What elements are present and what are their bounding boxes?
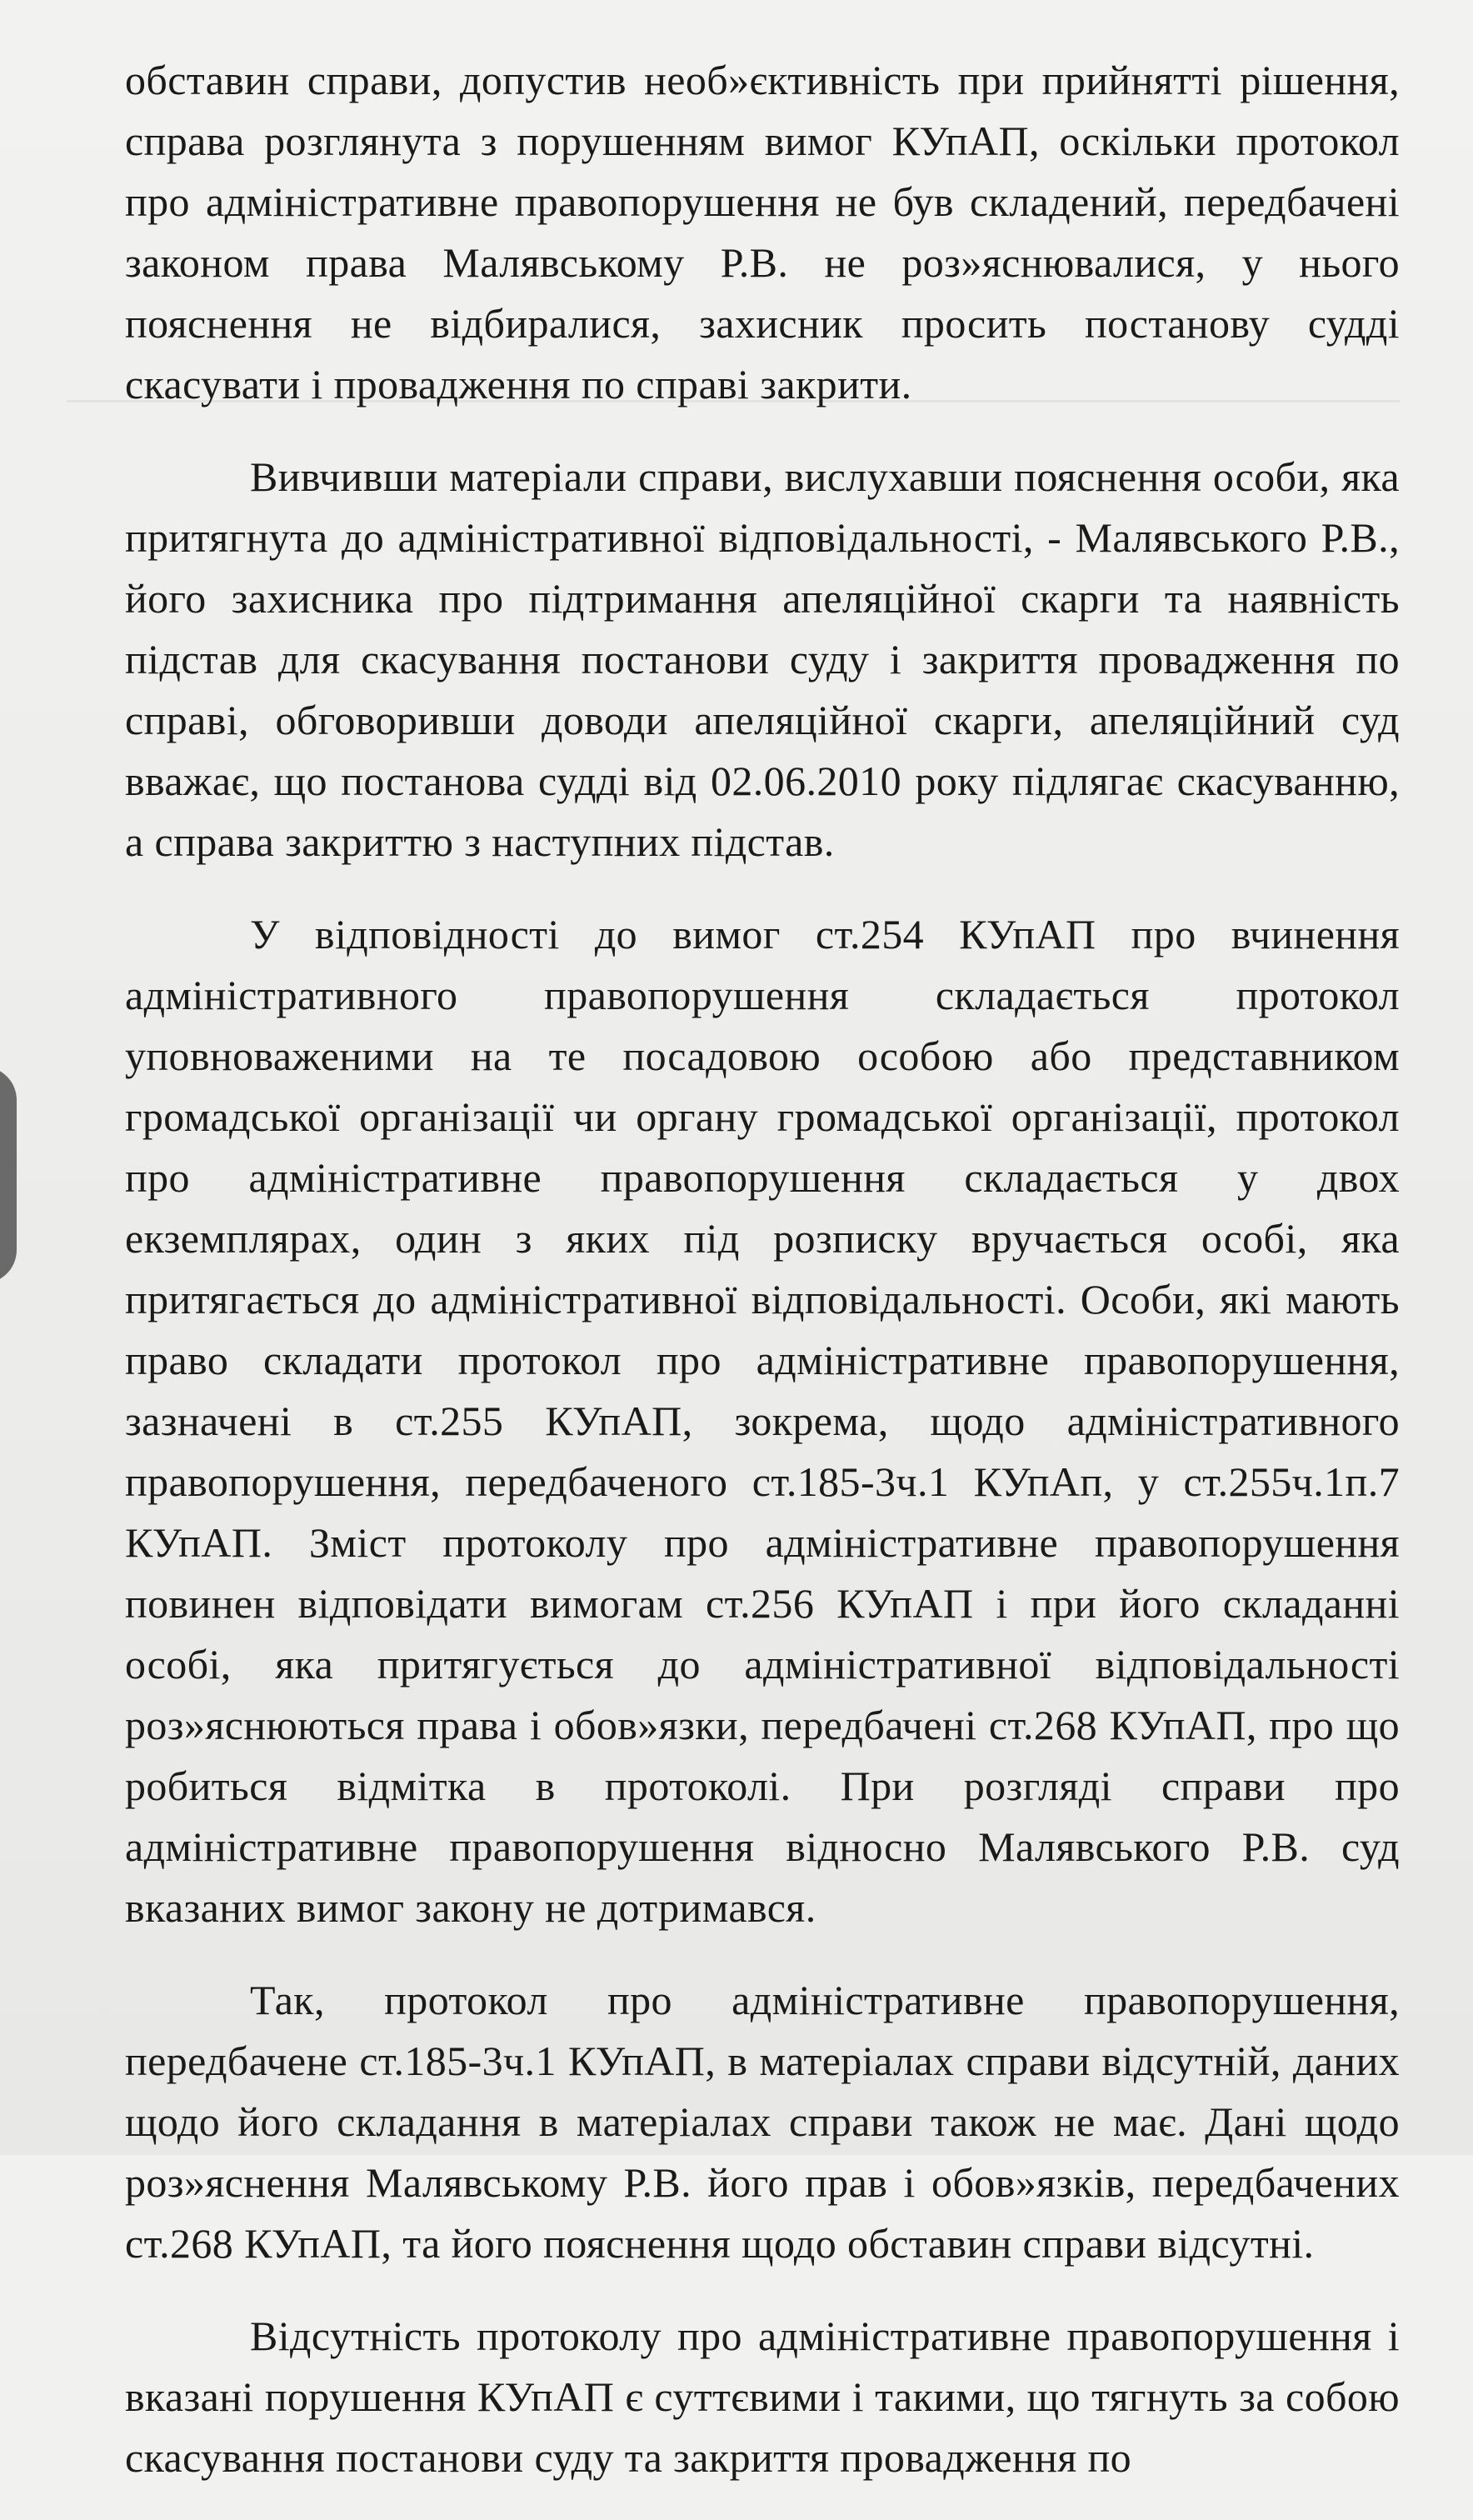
paragraph-circumstances: обставин справи, допустив необ»єктивність при прийнятті рішення, справа розглянута з порушенням вимог КУпАП, оскільки протокол про адміністративне правопорушення не був складений, передбачені законом права Малявському Р.В. не роз»яснювалися, у нього пояснення не відбиралися, захисник просить постанову судді скасувати і провадження по справі закрити. [125,57,1400,408]
paragraph-having-studied: Вивчивши матеріали справи, вислухавши пояснення особи, яка притягнута до адміністративної відповідальності, - Малявського Р.В., його захисника про підтримання апеляційної скарги та наявність підстав для скасування постанови суду і закриття провадження по справі, обговоривши доводи апеляційної скарги, апеляційний суд вважає, що постанова судді від 02.06.2010 року підлягає скасуванню, а справа закриттю з наступних підстав. [125,453,1400,865]
document-body [125,50,1400,2520]
paragraph-article-254: У відповідності до вимог ст.254 КУпАП про вчинення адміністративного правопорушення складається протокол уповноваженими на те посадовою особою або представником громадської організації чи органу громадської організації, протокол про адміністративне правопорушення складається у двох екземплярах, один з яких під розписку вручається особі, яка притягається до адміністративної відповідальності. Особи, які мають право складати протокол про адміністративне правопорушення, зазначені в ст.255 КУпАП, зокрема, щодо адміністративного правопорушення, передбаченого ст.185-3ч.1 КУпАп, у ст.255ч.1п.7 КУпАП. Зміст протоколу про адміністративне правопорушення повинен відповідати вимогам ст.256 КУпАП і при його складанні особі, яка притягується до адміністративної відповідальності роз»яснюються права і обов»язки, передбачені ст.268 КУпАП, про що робиться відмітка в протоколі. При розгляді справи про адміністративне правопорушення відносно Малявського Р.В. суд вказаних вимог закону не дотримався. [125,911,1400,1931]
paragraph-protocol-absent: Так, протокол про адміністративне правопорушення, передбачене ст.185-3ч.1 КУпАП, в матеріалах справи відсутній, даних щодо його складання в матеріалах справи також не має. Дані щодо роз»яснення Малявському Р.В. його прав і обов»язків, передбачених ст.268 КУпАП, та його пояснення щодо обставин справи відсутні. [125,1977,1400,2267]
binder-clip-shadow [0,1067,17,1283]
paragraph-conclusion: Відсутність протоколу про адміністративне правопорушення і вказані порушення КУпАП є суттєвими і такими, що тягнуть за собою скасування постанови суду та закриття провадження по [125,2312,1400,2481]
